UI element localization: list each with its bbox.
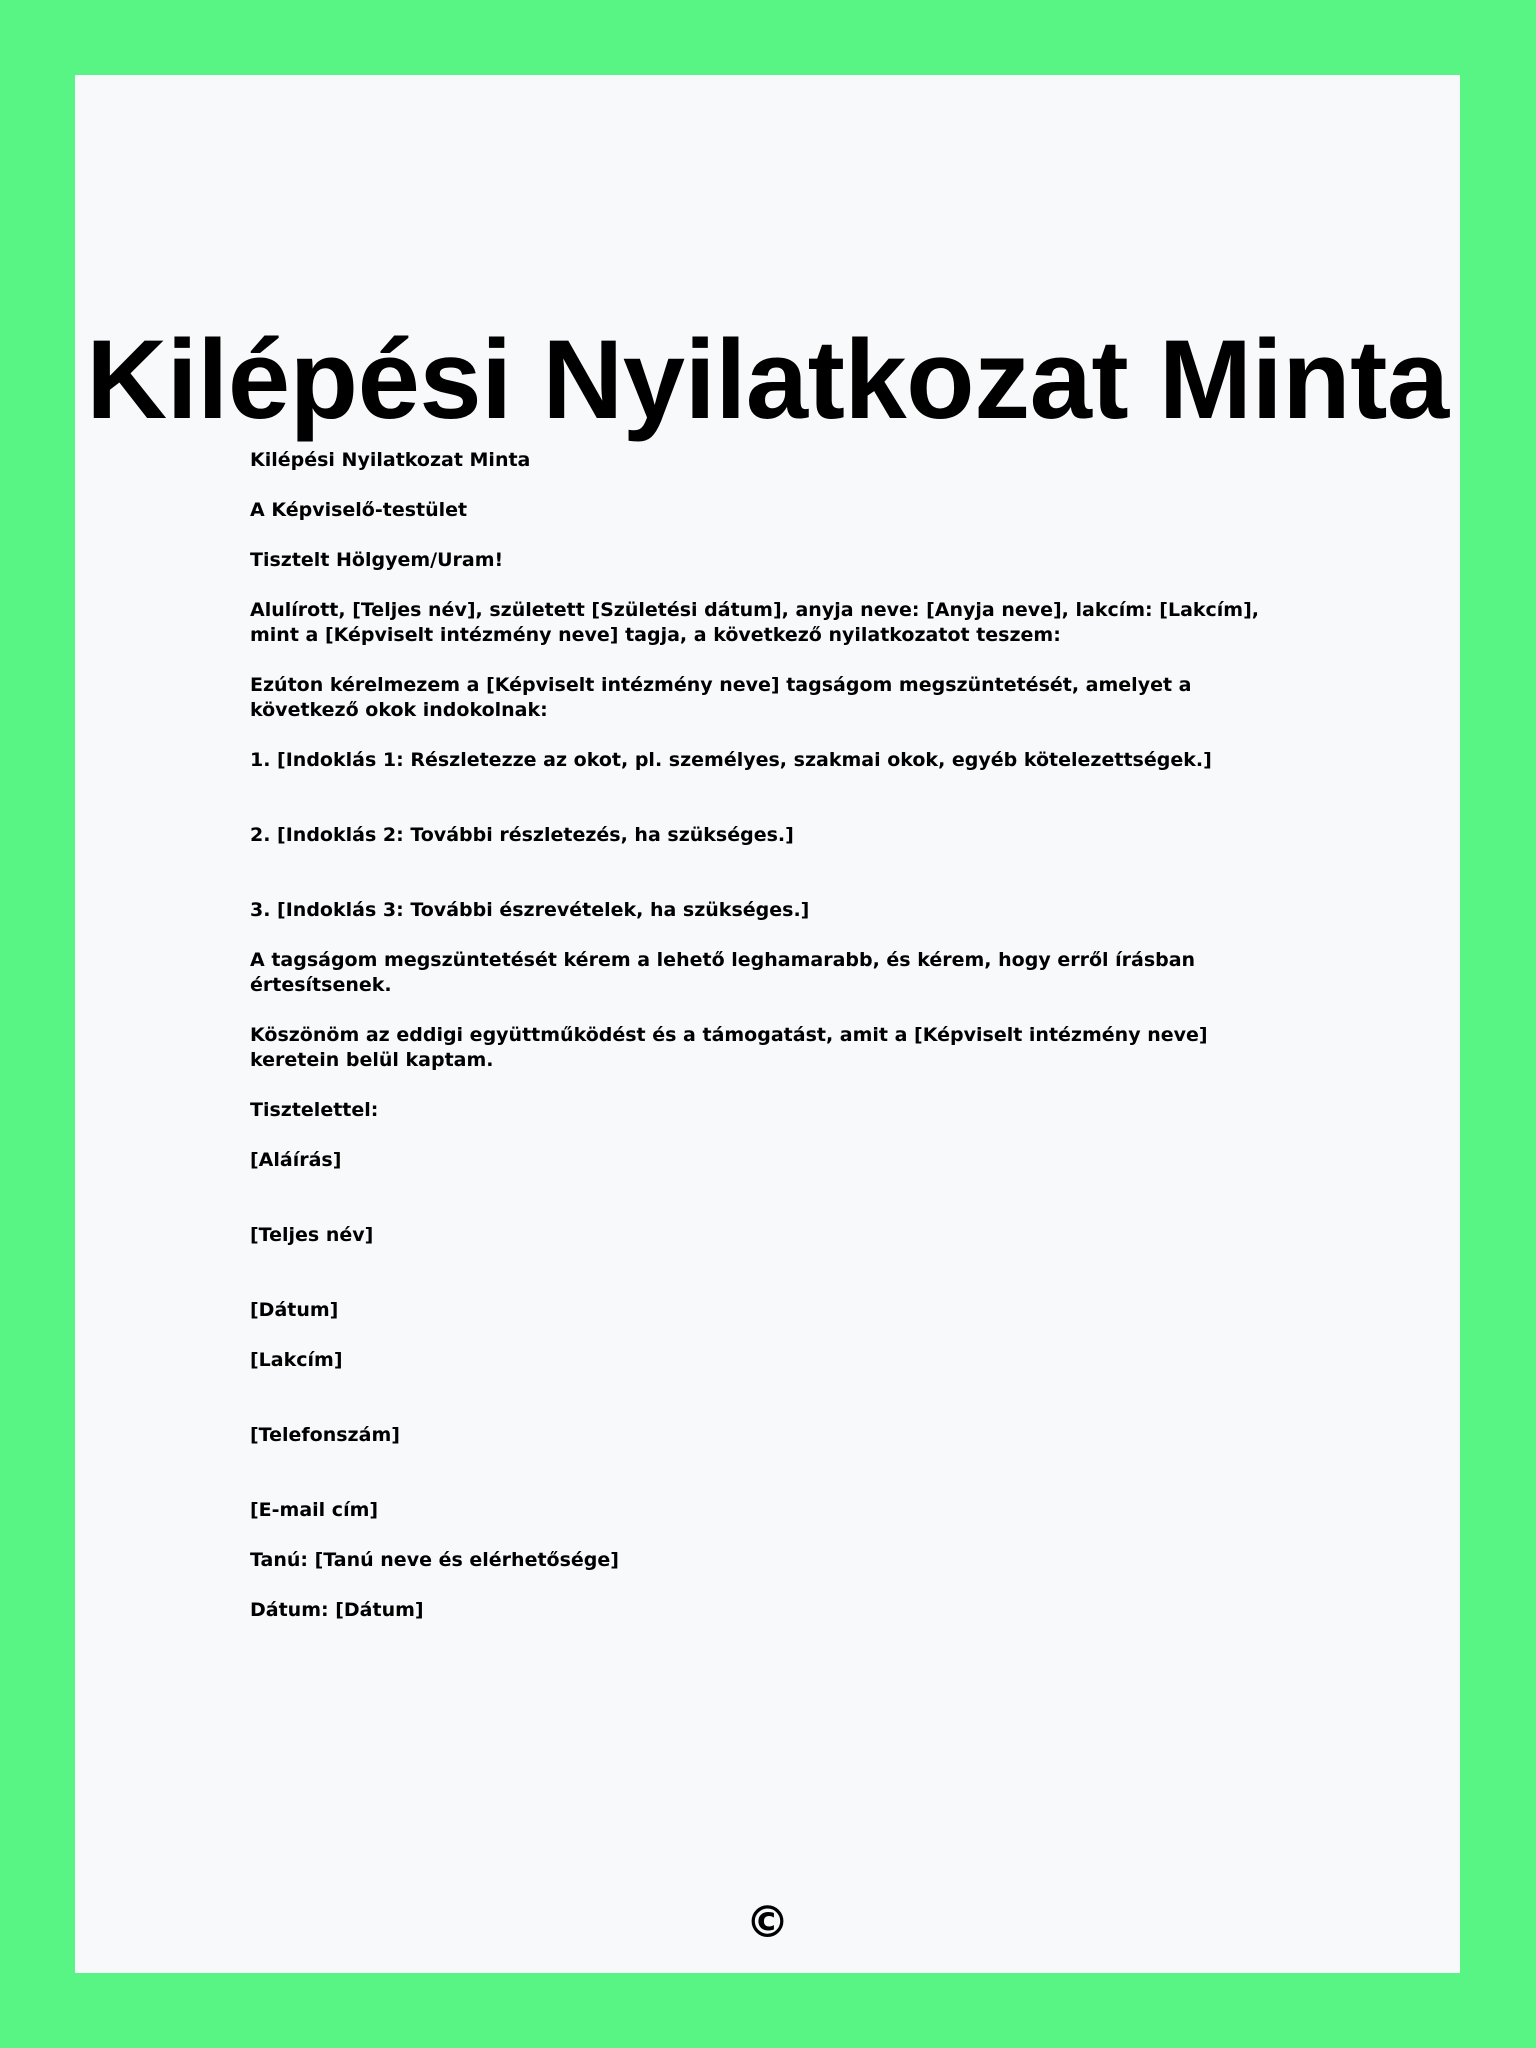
signature-placeholder: [Aláírás] — [250, 1149, 342, 1171]
copyright-icon: © — [745, 1897, 790, 1948]
declaration-paragraph: Alulírott, [Teljes név], született [Születési dátum], anyja neve: [Anyja neve], lakcím: [Lakcím], mint a [Képviselt intézmény neve] tagja, a következő nyilatkozatot teszem: — [250, 599, 1259, 646]
recipient: A Képviselő-testület — [250, 499, 468, 521]
sign-off: Tisztelettel: — [250, 1099, 379, 1121]
date-placeholder: [Dátum] — [250, 1299, 339, 1321]
full-name-placeholder: [Teljes név] — [250, 1224, 374, 1246]
closing-request: A tagságom megszüntetését kérem a lehető leghamarabb, és kérem, hogy erről írásban értesítsenek. — [250, 949, 1196, 996]
request-paragraph: Ezúton kérelmezem a [Képviselt intézmény neve] tagságom megszüntetését, amelyet a következő okok indokolnak: — [250, 674, 1192, 721]
phone-placeholder: [Telefonszám] — [250, 1424, 400, 1446]
salutation: Tisztelt Hölgyem/Uram! — [250, 549, 504, 571]
document-title: Kilépési Nyilatkozat Minta — [86, 317, 1449, 442]
thanks-paragraph: Köszönöm az eddigi együttműködést és a támogatást, amit a [Képviselt intézmény neve] keretein belül kaptam. — [250, 1024, 1208, 1071]
address-placeholder: [Lakcím] — [250, 1349, 343, 1371]
letter-body — [250, 448, 1280, 1648]
letter-title: Kilépési Nyilatkozat Minta — [250, 449, 531, 471]
date-line: Dátum: [Dátum] — [250, 1599, 424, 1621]
reason-item-3: 3. [Indoklás 3: További észrevételek, ha szükséges.] — [250, 899, 810, 921]
reason-item-1: 1. [Indoklás 1: Részletezze az okot, pl. személyes, szakmai okok, egyéb kötelezettségek.] — [250, 749, 1212, 771]
reason-item-2: 2. [Indoklás 2: További részletezés, ha szükséges.] — [250, 824, 794, 846]
document-page — [75, 75, 1460, 1973]
email-placeholder: [E-mail cím] — [250, 1499, 379, 1521]
witness-line: Tanú: [Tanú neve és elérhetősége] — [250, 1549, 619, 1571]
